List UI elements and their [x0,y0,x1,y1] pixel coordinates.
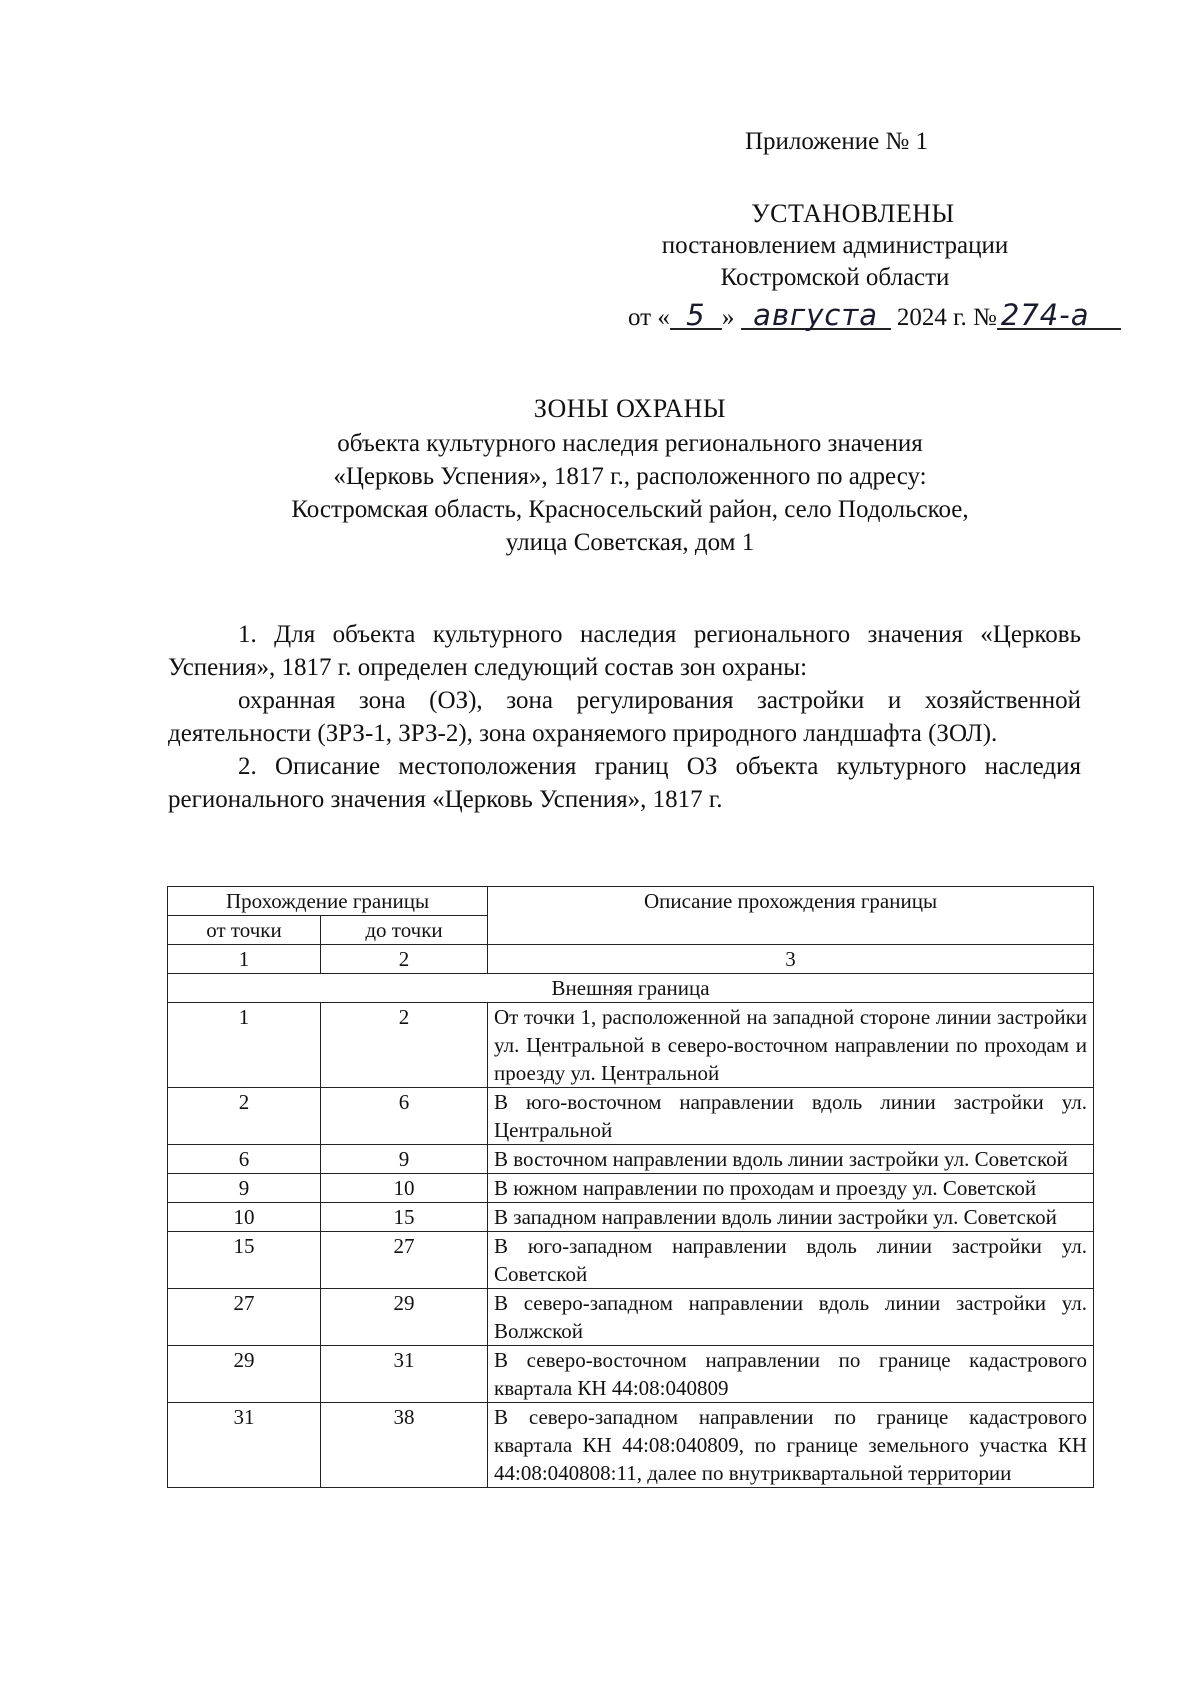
title-line-3: Костромская область, Красносельский район, село Подольское, [291,496,969,523]
section-row [168,974,1094,1003]
table-row [168,1174,1094,1203]
appendix-label: Приложение № 1 [745,128,929,155]
cell-from-point: 1 [168,1003,321,1088]
cell-to-point: 9 [321,1145,488,1174]
cell-from-point: 31 [168,1403,321,1488]
cell-description: В северо-западном направлении вдоль линии застройки ул. Волжской [488,1289,1094,1346]
cell-to-point: 10 [321,1174,488,1203]
cell-from-point: 9 [168,1174,321,1203]
cell-to-point: 6 [321,1088,488,1145]
title-line-4: улица Советская, дом 1 [505,529,755,556]
cell-description: В северо-восточном направлении по границе кадастрового квартала КН 44:08:040809 [488,1346,1094,1403]
cell-from-point: 2 [168,1088,321,1145]
table-row [168,1232,1094,1289]
column-number-1: 1 [168,945,321,974]
cell-description: От точки 1, расположенной на западной стороне линии застройки ул. Центральной в северо-восточном направлении по проходам и проезду ул. Центральной [488,1003,1094,1088]
cell-description: В северо-западном направлении по границе кадастрового квартала КН 44:08:040809, по границе земельного участка КН 44:08:040808:11, далее по внутриквартальной территории [488,1403,1094,1488]
paragraph-2: охранная зона (ОЗ), зона регулирования застройки и хозяйственной деятельности (ЗРЗ-1, ЗРЗ-2), зона охраняемого природного ландшафта (ЗОЛ). [168,687,1081,747]
table-row [168,1003,1094,1088]
cell-to-point: 31 [321,1346,488,1403]
cell-description: В западном направлении вдоль линии застройки ул. Советской [488,1203,1094,1232]
table-row [168,1203,1094,1232]
table-row [168,1289,1094,1346]
column-number-2: 2 [321,945,488,974]
table-row [168,1088,1094,1145]
title-main: ЗОНЫ ОХРАНЫ [533,394,727,423]
approval-heading: УСТАНОВЛЕНЫ [751,199,955,228]
column-number-3: 3 [488,945,1094,974]
title-line-1: объекта культурного наследия регионального значения [337,430,923,457]
paragraph-1: 1. Для объекта культурного наследия регионального значения «Церковь Успения», 1817 г. определен следующий состав зон охраны: [168,621,1081,681]
cell-to-point: 15 [321,1203,488,1232]
header-description: Описание прохождения границы [488,887,1094,945]
cell-to-point: 27 [321,1232,488,1289]
table-row [168,1403,1094,1488]
header-from-point: от точки [168,916,321,945]
table-header-row [168,887,1094,916]
cell-description: В восточном направлении вдоль линии застройки ул. Советской [488,1145,1094,1174]
cell-from-point: 15 [168,1232,321,1289]
table-row [168,1145,1094,1174]
decree-number-handwritten: 274-а [997,302,1121,330]
cell-to-point: 2 [321,1003,488,1088]
decree-line [628,298,1121,332]
decree-prefix: от « [628,304,670,331]
cell-from-point: 10 [168,1203,321,1232]
approval-line-2: Костромской области [720,264,950,291]
cell-description: В юго-западном направлении вдоль линии застройки ул. Советской [488,1232,1094,1289]
approval-block [600,198,1070,294]
document-title [130,392,1130,559]
cell-from-point: 29 [168,1346,321,1403]
header-to-point: до точки [321,916,488,945]
approval-line-1: постановлением администрации [661,232,1009,259]
cell-to-point: 29 [321,1289,488,1346]
decree-month-handwritten: августа [741,302,891,330]
header-boundary-passage: Прохождение границы [168,887,488,916]
decree-year: 2024 г. № [896,304,997,331]
decree-day-handwritten: 5 [670,302,722,330]
paragraph-3: 2. Описание местоположения границ ОЗ объекта культурного наследия регионального значения «Церковь Успения», 1817 г. [168,753,1081,813]
table-row [168,1346,1094,1403]
cell-from-point: 6 [168,1145,321,1174]
body-text [168,618,1081,816]
cell-to-point: 38 [321,1403,488,1488]
cell-description: В юго-восточном направлении вдоль линии застройки ул. Центральной [488,1088,1094,1145]
boundary-table [167,886,1094,1488]
cell-description: В южном направлении по проходам и проезду ул. Советской [488,1174,1094,1203]
title-line-2: «Церковь Успения», 1817 г., расположенного по адресу: [333,463,927,490]
cell-from-point: 27 [168,1289,321,1346]
section-title: Внешняя граница [168,974,1094,1003]
table-column-number-row [168,945,1094,974]
decree-mid: » [721,304,735,331]
